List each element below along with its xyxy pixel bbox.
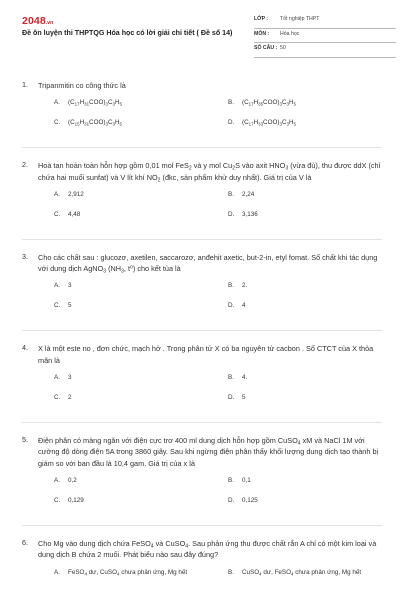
- question-divider: [22, 147, 382, 148]
- option-text: $(C_{15}H_{31}COO)_3C_3H_5$: [68, 119, 122, 127]
- question-text: Tripanmitin co công thức là: [38, 81, 126, 90]
- question-2: [22, 160, 382, 240]
- option-letter: C.: [54, 302, 61, 310]
- option-text: 3: [68, 374, 72, 382]
- option-row: [38, 210, 382, 230]
- option-letter: A.: [54, 374, 60, 382]
- answer-options: [22, 190, 382, 230]
- option-a[interactable]: [54, 281, 72, 290]
- option-text: 2,912: [68, 190, 84, 198]
- meta-value: Tốt nghiệp THPT: [280, 16, 320, 22]
- question-header: [22, 80, 382, 91]
- question-3: [22, 252, 382, 332]
- question-header: [22, 252, 382, 275]
- option-letter: D.: [228, 210, 235, 218]
- option-text: 4.: [242, 374, 248, 382]
- option-letter: B.: [228, 476, 234, 484]
- option-letter: C.: [54, 119, 61, 127]
- option-letter: D.: [228, 302, 235, 310]
- option-text: 0,125: [242, 496, 258, 504]
- answer-options: [22, 568, 382, 588]
- option-letter: B.: [228, 99, 234, 107]
- option-text: 2,24: [242, 190, 255, 198]
- option-b[interactable]: [228, 568, 361, 577]
- option-text: 5: [68, 302, 72, 310]
- option-text: 0,129: [68, 496, 84, 504]
- answer-options: [22, 373, 382, 413]
- option-b[interactable]: [228, 190, 254, 199]
- option-row: [38, 496, 382, 516]
- question-number: 4.: [22, 343, 28, 353]
- question-text: Điện phân có màng ngăn với điện cực trơ 400 ml dung dịch hỗn hợp gồm CuSO$_4$ xM và NaCl 1M với cường độ dòng điện 5A trong 3860 giây. Sau khi ngừng điện phân thấy khối lượng dung dịch tạo thành bị giảm so với ban đầu là 10,4 gam. Giá trị của x là: [38, 436, 379, 468]
- question-6: [22, 538, 382, 588]
- option-row: [38, 373, 382, 393]
- meta-label: MÔN :: [254, 30, 270, 37]
- question-header: [22, 435, 382, 469]
- question-divider: [22, 422, 382, 423]
- option-text: 4: [242, 302, 246, 310]
- meta-row-question-count: [254, 43, 396, 58]
- meta-value: 50: [280, 45, 286, 51]
- option-row: [38, 568, 382, 588]
- option-text: 0,1: [242, 476, 251, 484]
- question-number: 3.: [22, 251, 28, 261]
- option-letter: B.: [228, 568, 234, 576]
- question-5: [22, 435, 382, 526]
- meta-label: LỚP :: [254, 16, 269, 22]
- option-row: [38, 281, 382, 301]
- option-letter: C.: [54, 496, 61, 504]
- option-c[interactable]: [54, 118, 122, 127]
- option-d[interactable]: [228, 210, 258, 219]
- option-a[interactable]: [54, 476, 77, 485]
- option-letter: C.: [54, 394, 61, 402]
- question-text: Cho các chất sau : glucozơ, axetilen, saccarozơ, anđehit axetic, but-2-in, etyl fomat. Số chất khi tác dụng với dung dịch AgNO$_3$ ($NH_3$, $t^o$) cho kết tủa là: [38, 252, 378, 275]
- option-letter: A.: [54, 99, 60, 107]
- option-letter: B.: [228, 374, 234, 382]
- option-letter: D.: [228, 119, 235, 127]
- option-text: $(C_{17}H_{31}COO)_3C_3H_5$: [68, 99, 122, 107]
- option-text: FeSO$_4$ dư, CuSO$_4$ chưa phản ứng, Mg hết: [68, 568, 188, 577]
- answer-options: [22, 98, 382, 138]
- option-c[interactable]: [54, 393, 72, 402]
- option-row: [38, 301, 382, 321]
- option-row: [38, 190, 382, 210]
- option-b[interactable]: [228, 281, 247, 290]
- option-letter: B.: [228, 282, 234, 290]
- option-letter: D.: [228, 496, 235, 504]
- option-letter: C.: [54, 210, 61, 218]
- option-text: 5: [242, 394, 246, 402]
- option-a[interactable]: [54, 98, 122, 107]
- option-text: 4,48: [68, 210, 81, 218]
- option-letter: A.: [54, 282, 60, 290]
- option-a[interactable]: [54, 373, 72, 382]
- option-text: 3,136: [242, 210, 258, 218]
- question-divider: [22, 525, 382, 526]
- option-text: CuSO$_4$ dư, FeSO$_4$ chưa phản ứng, Mg hết: [242, 568, 362, 577]
- question-number: 6.: [22, 537, 28, 547]
- option-d[interactable]: [228, 496, 258, 505]
- option-letter: A.: [54, 190, 60, 198]
- question-number: 1.: [22, 80, 28, 89]
- question-header: [22, 538, 382, 561]
- option-text: $(C_{17}H_{33}COO)_3C_3H_5$: [242, 119, 296, 127]
- question-header: [22, 343, 382, 366]
- option-text: 2.: [242, 282, 248, 290]
- option-letter: A.: [54, 476, 60, 484]
- option-c[interactable]: [54, 301, 72, 310]
- question-text: X là một este no , đơn chức, mạch hở . Trong phân tử X có ba nguyên tử cacbon . Số CTCT của X thỏa mãn là: [38, 344, 374, 365]
- question-list: [22, 80, 382, 600]
- meta-row-subject: [254, 29, 396, 44]
- option-d[interactable]: [228, 118, 296, 127]
- option-a[interactable]: [54, 190, 84, 199]
- logo-text: 2048: [22, 15, 46, 27]
- option-row: [38, 393, 382, 413]
- option-d[interactable]: [228, 301, 246, 310]
- option-row: [38, 98, 382, 118]
- document-title: Đề ôn luyện thi THPTQG Hóa học có lời giải chi tiết ( Đề số 14): [22, 29, 233, 37]
- option-a[interactable]: [54, 568, 187, 577]
- document-header: [22, 14, 382, 64]
- meta-table: [254, 14, 396, 58]
- option-c[interactable]: [54, 210, 80, 219]
- question-divider: [22, 330, 382, 331]
- option-text: 2: [68, 394, 72, 402]
- option-b[interactable]: [228, 373, 247, 382]
- site-logo[interactable]: [22, 14, 53, 29]
- meta-value: Hóa học: [280, 30, 300, 37]
- option-letter: A.: [54, 568, 60, 576]
- logo-tld: .vn: [45, 20, 54, 26]
- option-b[interactable]: [228, 98, 296, 107]
- option-d[interactable]: [228, 393, 246, 402]
- question-number: 2.: [22, 160, 28, 170]
- question-text: Hoà tan hoàn toàn hỗn hợp gồm 0,01 mol FeS$_2$ và y mol $Cu_2S$ vào axit $HNO_3$ (vừa đủ), thu được ddX (chỉ chứa hai muối sunfat) và V lít khí $NO_2$ (đkc, sản phẩm khử duy nhất). Giá trị của V là: [38, 161, 381, 184]
- answer-options: [22, 476, 382, 516]
- question-4: [22, 343, 382, 423]
- option-row: [38, 118, 382, 138]
- question-1: [22, 80, 382, 148]
- question-text: Cho Mg vào dung dịch chứa FeSO$_4$ và CuSO$_4$. Sau phản ứng thu được chất rắn A chỉ có một kim loại và dung dịch B chứa 2 muối. Phát biểu nào sau đây đúng?: [38, 538, 377, 560]
- question-divider: [22, 239, 382, 240]
- option-row: [38, 476, 382, 496]
- question-number: 5.: [22, 435, 28, 445]
- answer-options: [22, 281, 382, 321]
- option-letter: B.: [228, 190, 234, 198]
- option-b[interactable]: [228, 476, 251, 485]
- option-text: 0,2: [68, 476, 77, 484]
- option-c[interactable]: [54, 496, 84, 505]
- option-text: 3: [68, 282, 72, 290]
- option-text: $(C_{17}H_{35}COO)_3C_3H_5$: [242, 99, 296, 107]
- question-header: [22, 160, 382, 183]
- meta-label: SỐ CÂU :: [254, 45, 278, 51]
- option-letter: D.: [228, 394, 235, 402]
- meta-row-class: [254, 14, 396, 29]
